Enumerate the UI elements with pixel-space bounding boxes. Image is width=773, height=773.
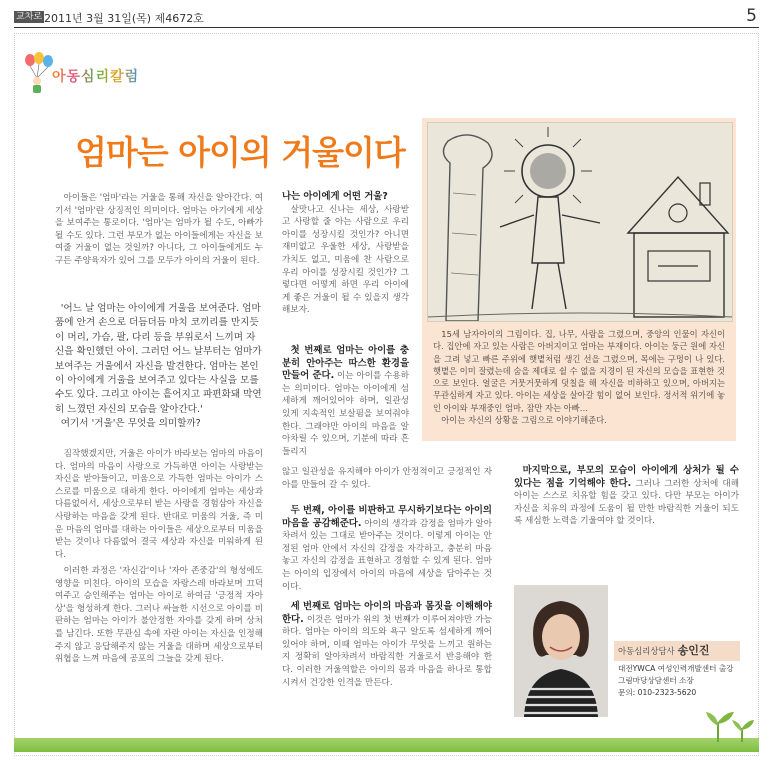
col3-section <box>514 465 739 528</box>
lead-sentence: 첫 번째로 엄마는 아이를 충분히 안아주는 따스한 환경을 만들어 준다. <box>282 345 409 382</box>
masthead-logo: 교차로 <box>16 12 43 22</box>
balloon-kid-icon <box>22 52 56 96</box>
col1-body2 <box>55 565 263 666</box>
col2-section1 <box>282 191 409 317</box>
caption-paragraph-end: 아이는 자신의 상황을 그림으로 이야기해준다. <box>441 415 607 426</box>
paragraph: 아이들은 '엄마'라는 거울을 통해 자신을 알아간다. 여기서 '엄마'란 상징적인 의미이다. 엄마는 아기에게 세상을 보여주는 통로이다. '엄마'는 엄마가 될 수도, 아빠가 될 수도 있다. 그런 부모가 없는 아이들에게는 자신을 보여줄 거울이 없는 것일까? 아니다, 그 아이들에게도 누구든 주양육자가 있어 그를 모두가 아이의 거울이 된다. <box>55 193 263 266</box>
author-photo <box>514 585 608 717</box>
paragraph-lead <box>514 465 739 528</box>
col2-section3 <box>282 505 492 593</box>
publication-date: 2011년 3월 31일(목) 제4672호 <box>44 12 204 25</box>
column-logo-text: 아동심리칼럼 <box>52 66 139 86</box>
quote-question: 여기서 '거울'은 무엇을 의미할까? <box>60 418 201 430</box>
col1-body1 <box>55 448 263 561</box>
lead-sentence: 세 번째로 엄마는 아이의 마음과 몸짓을 이해해야 한다. <box>282 601 492 625</box>
paragraph-lead <box>282 601 492 689</box>
drawing-photo-box <box>422 118 736 441</box>
paragraph-lead <box>282 345 409 458</box>
author-name: 송인진 <box>677 644 710 657</box>
author-profile <box>514 585 740 720</box>
paragraph: 짐작했겠지만, 거울은 아이가 바라보는 엄마의 마음이다. 엄마의 마음이 사랑으로 가득하면 아이는 사랑받는 자신을 받아들이고, 미움으로 가득한 엄마는 아이가 스스로를 미움으로 대하게 한다. 아이에게 엄마는 세상과 다름없어서, 세상으로부터 받는 사랑을 경험삼아 자신을 사랑하는 마음을 갖게 된다. 반대로 미움의 거울, 즉 미운 마음의 엄마를 대하는 아이들은 세상으로부터 미움을 받는 것이나 다름없어 결국 세상과 자신을 미워하게 된다. <box>55 449 263 560</box>
lead-sentence: 두 번째, 아이를 비판하고 무시하기보다는 아이의 마음을 공감해준다. <box>282 505 492 529</box>
child-drawing-image <box>427 122 733 322</box>
page-number: 5 <box>746 6 757 26</box>
subheading: 나는 아이에게 어떤 거울? <box>282 191 388 202</box>
sprout-icon <box>700 706 756 742</box>
article-title: 엄마는 아이의 거울이다 <box>75 133 405 172</box>
author-name-bar <box>614 641 740 661</box>
caption-paragraph: 15세 남자아이의 그림이다. 집, 나무, 사람을 그렸으며, 중앙의 인물이 자신이다. 집안에 자고 있는 사람은 아버지이고 엄마는 부재이다. 아이는 둥근 원에 자신을 그려 넣고 빠른 주위에 햇볕처럼 생긴 선을 그렸으며, 목에는 구멍이 나 있다. 햇볕은 이미 잘렸는데 숨을 제대로 쉴 수 없을 지경이 된 자신의 모습을 표현한 것으로 보인다. 얼굴은 거뭇거뭇하게 덧칠을 해 자신을 비하하고 있으며, 아버지는 무관심하게 자고 있다. 아이는 세상을 살아갈 힘이 없어 보인다. 정서적 위기에 놓인 아이와 부재중인 엄마, 잠만 자는 아빠… <box>433 329 725 413</box>
column-logo <box>22 52 192 96</box>
header-rule <box>14 27 759 28</box>
col2-section4 <box>282 601 492 689</box>
lead-sentence: 마지막으로, 부모의 모습이 아이에게 상처가 될 수 있다는 점을 기억해야 한다. <box>514 465 739 489</box>
paragraph-body: 그러나 그러한 상처에 대해 아이는 스스로 치유할 힘을 갖고 있다. 다만 부모는 아이가 자신을 치유의 과정에 도움이 될 만한 바람직한 거울이 되도록 세심한 노력을 기울여야 할 것이다. <box>514 478 740 527</box>
child-drawing-sketch <box>428 123 732 321</box>
paragraph-body: 아이의 생각과 감정을 엄마가 알아차려서 있는 그대로 받아주는 것이다. 이렇게 아이는 안정된 엄마 안에서 자신의 감정을 자각하고, 충분히 마음 놓고 자신의 감정을 표현하고 경험할 수 있게 된다. 엄마는 아이의 입장에서 아이의 마음에 세상을 담아주는 것이다. <box>282 518 492 592</box>
author-info <box>614 661 740 701</box>
quote-paragraph: '어느 날 엄마는 아이에게 거울을 보여준다. 엄마 품에 안겨 손으로 더듬더듬 마치 코끼리를 만지듯이 머리, 가슴, 팔, 다리 등을 부위로서 느끼며 자신을 확인했던 아이. 그러던 어느 날부터는 엄마가 보여주는 거울에서 자신을 발견한다. 엄마는 본인이 아이에게 거울을 보여주고 있다는 사실을 모를 수도 있다. 그리고 아이는 흩어지고 파편화돼 막연히 느꼈던 자신의 모습을 알아간다.' <box>55 303 262 415</box>
ground-decoration <box>14 738 759 752</box>
author-portrait <box>514 585 608 717</box>
page-header <box>14 8 759 28</box>
author-role: 아동심리상담사 <box>618 646 675 656</box>
author-contact: 문의: 010-2323-5620 <box>618 688 697 697</box>
col1-quote <box>55 302 263 432</box>
paragraph-lead <box>282 505 492 593</box>
col2-section2 <box>282 345 409 458</box>
paragraph: 않고 일관성을 유지해야 아이가 안정적이고 긍정적인 자아를 만들어 갈 수 있다. <box>282 467 492 490</box>
paragraph-body: 이는 아이를 수용하는 의미이다. 엄마는 아이에게 섬세하게 깨어있어야 하며, 일관성 있게 지속적인 보살핌을 보여줘야 한다. 그래야만 아이의 마음을 알아차릴 수 있으며, 기분에 따라 흔들리지 <box>282 371 410 457</box>
author-line: 대전YWCA 여성인력개발센터 출강 <box>618 664 734 673</box>
col2-continuation <box>282 466 492 491</box>
author-line: 그림마당상담센터 소장 <box>618 676 694 685</box>
paragraph-body: 이것은 엄마가 위의 첫 번째가 이루어져야만 가능하다. 엄마는 아이의 의도와 욕구 알도록 섬세하게 깨어있어야 하며, 이때 엄마는 아이가 무엇을 느끼고 원하는지 정확히 알아차려서 바람직한 거울로서 반응해야 한다. 이러한 거울역할은 아이의 몸과 마음을 하나로 통합시켜서 건강한 인격을 만든다. <box>282 614 492 688</box>
photo-caption <box>433 328 725 426</box>
paragraph: 이러한 과정은 '자신감'이나 '자아 존중감'의 형성에도 영향을 미친다. 아이의 모습을 자랑스레 바라보며 끄덕여주고 승인해주는 엄마는 아이로 하여금 '긍정적 자아상'을 형성하게 한다. 그러나 싸늘한 시선으로 아이를 비판하는 엄마는 아이가 불안정한 자아를 갖게 하며 상처를 남긴다. 또한 무관심 속에 자란 아이는 자신을 인정해주지 않고 응답해주지 않는 거울을 대하며 세상으로부터 위협을 느껴 마음에 공포의 그늘을 갖게 된다. <box>55 566 263 665</box>
paragraph: 살맛나고 신나는 세상, 사랑받고 사랑할 줄 아는 사람으로 우리 아이를 성장시킬 것인가? 아니면 재미없고 우울한 세상, 사랑받을 가치도 없고, 미움에 찬 사람으로 우리 아이를 성장시킬 것인가? 그렇다면 어떻게 하면 우리 아이에게 좋은 거울이 될 수 있을지 생각해보자. <box>282 204 409 316</box>
col1-intro <box>55 192 263 268</box>
